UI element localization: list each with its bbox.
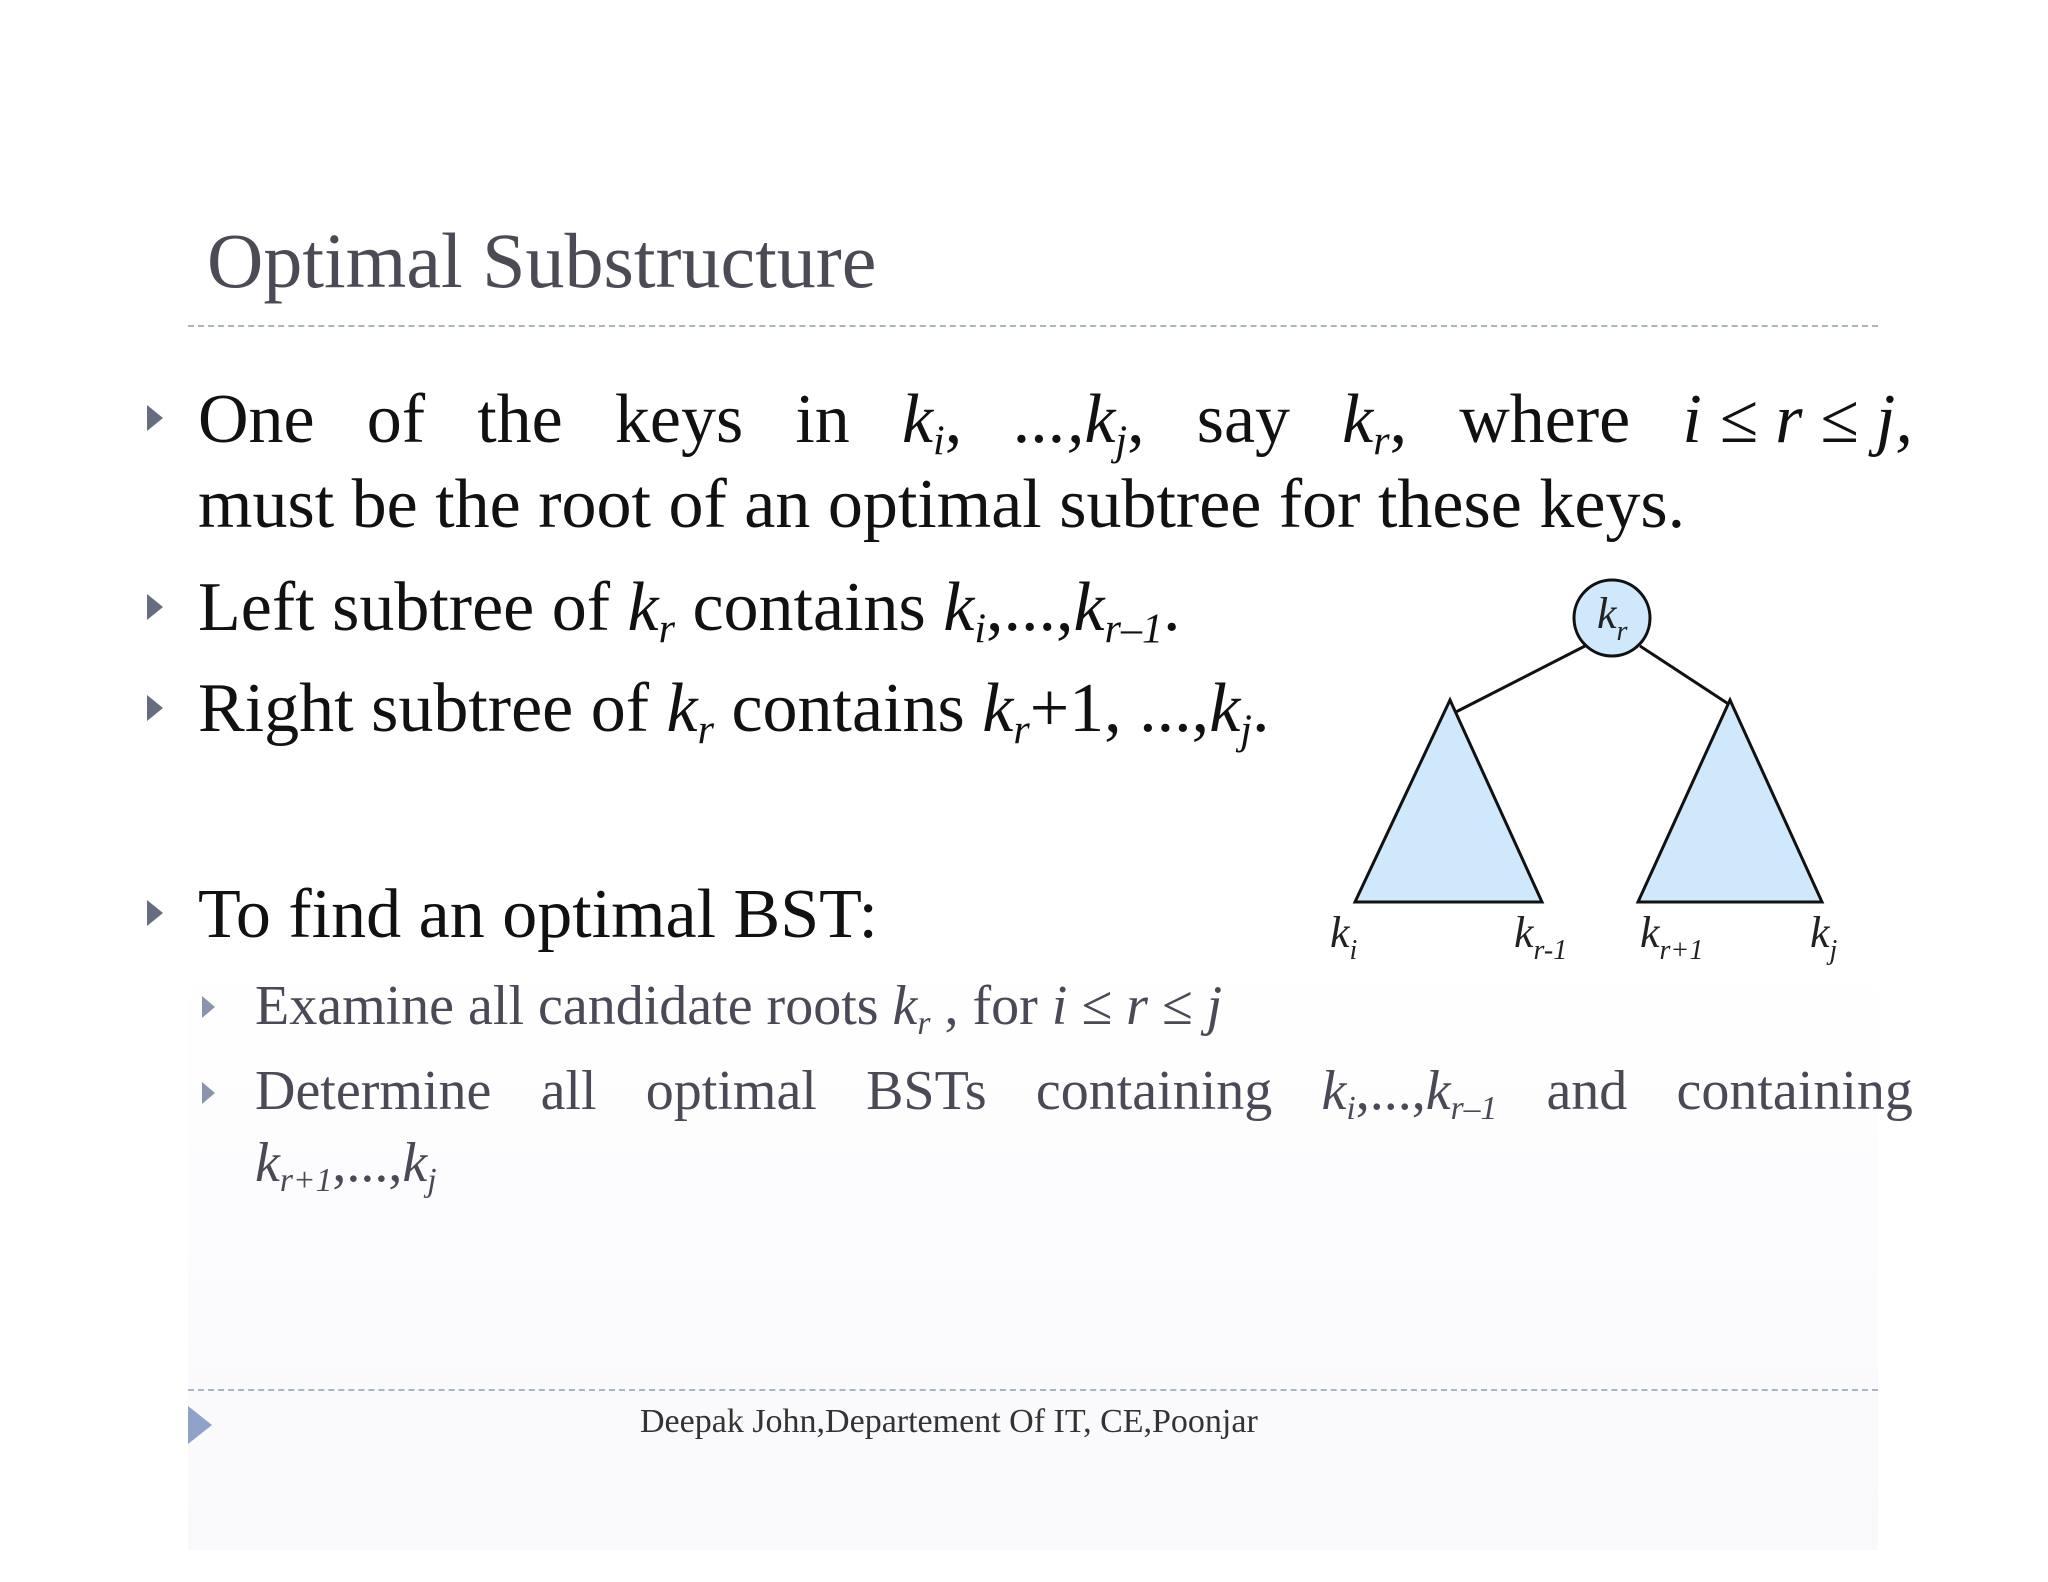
sub-bullet-1-text: Examine all candidate roots $k_r$ , for i ≤ r ≤ j [255,975,1223,1043]
footer-divider [188,1389,1878,1391]
bullet-arrow-icon [147,900,163,926]
right-subtree-triangle [1638,700,1822,902]
leaf-label-kr-minus-1: $k_{r-1}$ [1514,908,1568,966]
leaf-label-kj: $k_j$ [1810,908,1838,966]
bullet-1-line-2: must be the root of an optimal subtree for these keys. [198,466,1686,543]
root-node-label: $k_r$ [1597,589,1628,647]
keys-range: $k_i$, [901,381,963,465]
slide-title: Optimal Substructure [207,217,877,304]
sub-bullet-2-line-1: Determine all optimal BSTs containing $k_i,...,k_{r-1}$ and containing [255,1060,1913,1128]
bullet-1-line-1: One of the keys in $k_i$, $...,k_j$, say $k_r$, where i ≤ r ≤ j, [198,381,1913,465]
left-subtree-triangle [1355,700,1542,902]
bullet-3-text: Right subtree of $k_r$ contains $k_r+1$, $...,k_j$. [198,670,1270,754]
footer-text: Deepak John,Departement Of IT, CE,Poonjar [640,1403,1258,1440]
left-keys-range: $k_i,...,k_{r-1}$ [1321,1060,1498,1128]
bullet-arrow-icon [147,405,163,431]
root-key: $k_r$, [1342,381,1408,465]
keys-range-end: $...,k_j$, [1014,381,1145,465]
footer-arrow-icon [188,1406,212,1444]
bullet-arrow-icon [147,695,163,721]
index-condition: i ≤ r ≤ j, [1682,381,1913,458]
sub-bullet-arrow-icon [202,1082,215,1104]
title-divider [188,325,1878,327]
background-panel [188,960,1878,1550]
bst-subtree-diagram [1310,560,1870,980]
leaf-label-ki: $k_i$ [1330,908,1358,966]
sub-bullet-2-line-2: $k_{r+1},...,k_j$ [255,1132,437,1200]
sub-bullet-arrow-icon [202,996,215,1018]
edges [1450,646,1730,715]
leaf-label-kr-plus-1: $k_{r+1}$ [1640,908,1704,966]
bullet-4-text: To find an optimal BST: [198,876,878,953]
bullet-2-text: Left subtree of $k_r$ contains $k_i,...,k_{r-1}$. [198,569,1181,653]
bullet-arrow-icon [147,594,163,620]
